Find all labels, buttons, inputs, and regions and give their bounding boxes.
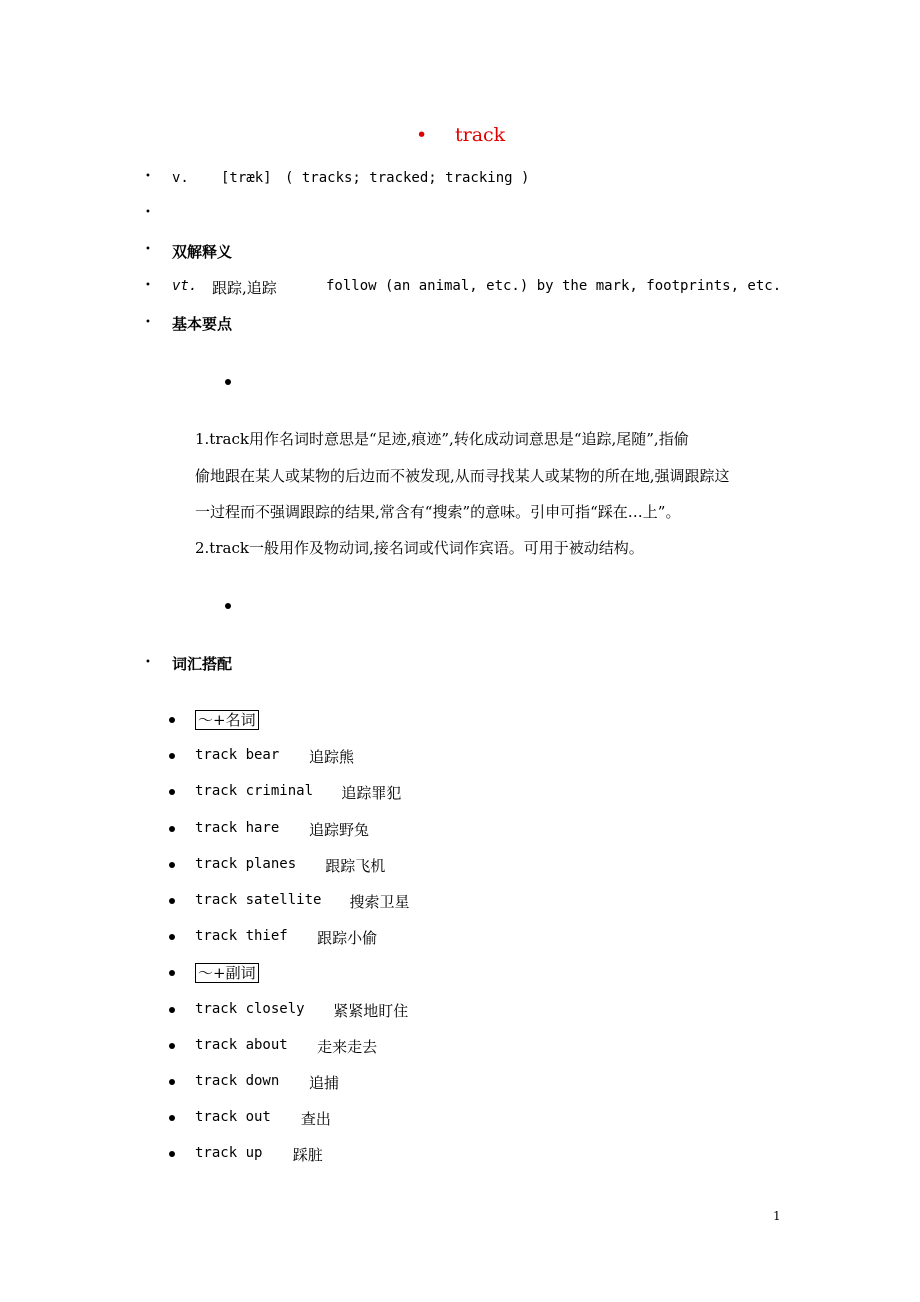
collocation-english: track criminal (195, 783, 314, 799)
collocation-english: track closely (195, 1001, 305, 1017)
section-heading-meaning: 双解释义 (172, 243, 233, 261)
collocation-chinese: 追踪罪犯 (341, 784, 402, 802)
point-line: 一过程而不强调跟踪的结果,常含有“搜索”的意味。引申可指“踩在…上”。 (195, 503, 681, 521)
empty-bullet: • (145, 207, 151, 218)
collocation-group-label: ～+副词 (195, 963, 259, 983)
section-heading-collocations: 词汇搭配 (172, 655, 233, 673)
definition-bullet: • (145, 280, 151, 291)
collocation-bullet (169, 1007, 175, 1013)
page-number: 1 (773, 1209, 781, 1223)
collocation-bullet (169, 1079, 175, 1085)
collocation-english: track planes (195, 856, 297, 872)
collocation-bullet (169, 717, 175, 723)
collocation-english: track about (195, 1037, 288, 1053)
collocation-bullet (169, 1043, 175, 1049)
collocation-bullet (169, 1151, 175, 1157)
part-of-speech: v. (172, 170, 189, 186)
collocation-chinese: 跟踪飞机 (325, 857, 386, 875)
definition-english: follow (an animal, etc.) by the mark, footprints, etc. (326, 278, 782, 294)
collocation-english: track hare (195, 820, 280, 836)
collocation-english: track bear (195, 747, 280, 763)
definition-pos: vt. (172, 278, 198, 294)
points-bottom-bullet (225, 603, 231, 609)
collocation-chinese: 追踪野兔 (309, 821, 370, 839)
collocation-bullet (169, 934, 175, 940)
collocation-chinese: 跟踪小偷 (317, 929, 378, 947)
points-top-bullet (225, 379, 231, 385)
collocation-english: track satellite (195, 892, 322, 908)
section-heading-points: 基本要点 (172, 315, 233, 333)
collocation-chinese: 紧紧地盯住 (333, 1002, 409, 1020)
collocation-english: track out (195, 1109, 271, 1125)
points-bullet: • (145, 317, 151, 328)
collocation-bullet (169, 826, 175, 832)
collocation-bullet (169, 1115, 175, 1121)
collocation-bullet (169, 753, 175, 759)
collocation-english: track thief (195, 928, 288, 944)
meaning-bullet: • (145, 244, 151, 255)
title-bullet: • (416, 124, 428, 146)
definition-chinese: 跟踪,追踪 (212, 279, 277, 297)
collocation-chinese: 走来走去 (317, 1038, 378, 1056)
point-line: 偷地跟在某人或某物的后边而不被发现,从而寻找某人或某物的所在地,强调跟踪这 (195, 467, 730, 485)
phonetic: [træk] (221, 170, 272, 186)
collocation-bullet (169, 862, 175, 868)
header-bullet: • (145, 171, 151, 182)
collocations-bullet: • (145, 657, 151, 668)
collocation-english: track up (195, 1145, 263, 1161)
collocation-group-label: ～+名词 (195, 710, 259, 730)
collocation-bullet (169, 970, 175, 976)
word-forms: ( tracks; tracked; tracking ) (285, 170, 530, 186)
entry-title: track (455, 124, 506, 146)
collocation-bullet (169, 789, 175, 795)
collocation-chinese: 踩脏 (292, 1146, 323, 1164)
point-line: 2.track一般用作及物动词,接名词或代词作宾语。可用于被动结构。 (195, 539, 644, 557)
collocation-bullet (169, 898, 175, 904)
collocation-chinese: 查出 (300, 1110, 331, 1128)
point-line: 1.track用作名词时意思是“足迹,痕迹”,转化成动词意思是“追踪,尾随”,指偷 (195, 430, 689, 448)
collocation-chinese: 追踪熊 (309, 748, 355, 766)
collocation-chinese: 搜索卫星 (349, 893, 410, 911)
collocation-chinese: 追捕 (309, 1074, 340, 1092)
collocation-english: track down (195, 1073, 280, 1089)
